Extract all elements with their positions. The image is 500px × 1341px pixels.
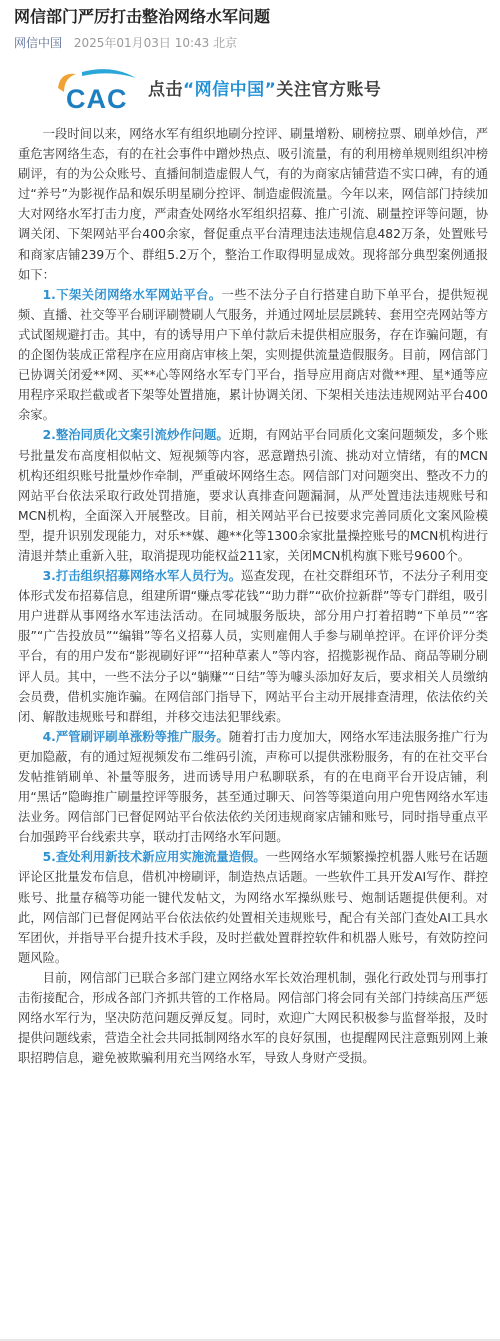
case-paragraph-3 [18,566,488,727]
case-text-2: 近期，有网站平台同质化文案问题频发，多个账号批量发布高度相似帖文、短视频等内容，恶意蹭热引流、挑动对立情绪，有的MCN机构还组织账号批量炒作牵制，严重破坏网络生态。网信部门对问题突出、整改不力的网站平台依法采取行政处罚措施，要求认真排查问题漏洞，从严处置违法违规账号和MCN机构，全面深入开展整改。目前，相关网站平台已按要求完善同质化文案风险模型，提升识别发现能力，对乐**媒、趣**化等1300余家批量操控账号的MCN机构进行清退并禁止重新入驻，取消提现功能权益211家，关闭MCN机构旗下账号9600个。 [18,428,488,563]
case-paragraph-2 [18,425,488,566]
conclusion-paragraph: 目前，网信部门已联合多部门建立网络水军长效治理机制，强化行政处罚与刑事打击衔接配合，形成各部门齐抓共管的工作格局。网信部门将会同有关部门持续高压严惩网络水军行为，坚决防范问题反弹反复。同时，欢迎广大网民积极参与监督举报，及时提供问题线索，营造全社会共同抵制网络水军的良好氛围，也提醒网民注意甄别网上兼职招聘信息，避免被欺骗利用充当网络水军，导致人身财产受损。 [18,970,488,1066]
follow-banner[interactable] [52,66,492,116]
cac-logo-text: CAC [66,84,128,114]
cac-logo-arc [82,69,136,78]
case-paragraph-1 [18,285,488,426]
case-heading-4: 4.严管刷评刷单涨粉等推广服务。 [42,729,229,744]
case-heading-1: 1.下架关闭网络水军网站平台。 [42,287,222,302]
case-heading-5: 5.查处利用新技术新应用实施流量造假。 [42,850,266,865]
case-text-1: 一些不法分子自行搭建自助下单平台，提供短视频、直播、社交等平台刷评刷赞刷人气服务，并通过网址层层跳转、套用空壳网站等方式试图规避打击。其中，有的诱导用户下单付款后未提供相应服务，存在诈骗问题，有的企图伪装成正常程序在应用商店审核上架，实则提供流量造假服务。目前，网信部门已协调关闭爱**网、买**心等网络水军专门平台，指导应用商店对微**理、星*通等应用程序采取拦截或者下架等处置措施，累计协调关闭、下架相关违法违规网站平台400余家。 [18,287,488,423]
case-heading-3: 3.打击组织招募网络水军人员行为。 [42,569,242,584]
case-heading-2: 2.整治同质化文案引流炒作问题。 [42,428,229,443]
case-text-5: 一些网络水军频繁操控机器人账号在话题评论区批量发布信息，借机冲榜刷评，制造热点话题。一些软件工具开发AI写作、群控账号、批量存稿等功能一键代发帖文，为网络水军操纵账号、炮制话题提供便利。对此，网信部门已督促网站平台依法依约处置相关违规账号，配合有关部门查处AI工具水军团伙，并指导平台提升技术手段，及时拦截处置群控软件和机器人账号，有效防控问题风险。 [18,850,488,965]
follow-prompt: 点击“网信中国”关注官方账号 [148,80,382,100]
case-paragraph-5 [18,847,488,968]
publish-datetime: 2025年01月03日 10:43 [73,36,210,50]
article-title: 网信部门严厉打击整治网络水军问题 [14,7,271,26]
article-body [18,124,488,1068]
case-text-4: 随着打击力度加大，网络水军违法服务推广行为更加隐蔽，有的通过短视频发布二维码引流，声称可以提供涨粉服务，有的在社交平台发帖推销刷单、补量等服务，进而诱导用户私聊联系，有的在电商平台开设店铺，利用“黑话”隐晦推广刷量控评等服务，甚至通过聊天、问答等渠道向用户兜售网络水军违法业务。网信部门已督促网站平台依法依约关闭违规商家店铺和账号，同时指导重点平台加强跨平台线索共享，联动打击网络水军问题。 [18,729,488,845]
publish-location: 北京 [213,36,238,50]
follow-account-name: “网信中国” [183,80,277,100]
cac-logo [52,66,140,116]
case-paragraph-4 [18,727,488,848]
article-meta [14,35,237,51]
intro-paragraph: 一段时间以来，网络水军有组织地刷分控评、刷量增粉、刷榜拉票、刷单炒信，严重危害网络生态，有的在社会事件中蹭炒热点、吸引流量，有的利用榜单规则组织冲榜刷评，有的为公众账号、直播间制造虚假人气，有的为商家店铺营造不实口碑，有的通过“养号”为影视作品和娱乐明星刷分控评、制造虚假流量。今年以来，网信部门持续加大对网络水军打击力度，严肃查处网络水军组织招募、推广引流、刷量控评等问题，协调关闭、下架网站平台400余家，督促重点平台清理违法违规信息482万条，处置账号和商家店铺239万个、群组5.2万个，整治工作取得明显成效。现将部分典型案例通报如下： [18,127,488,282]
source-account-link[interactable]: 网信中国 [14,36,63,50]
case-text-3: 巡查发现，在社交群组环节，不法分子利用变体形式发布招募信息，组建所谓“赚点零花钱”“助力群”“砍价拉新群”等专门群组，吸引用户进群从事网络水军违法活动。在同城服务版块，部分用户打着招聘“下单员”“客服”“广告投放员”“编辑”等名义招募人员，实则雇佣人手参与刷单控评。在评价评分类平台，有的用户发布“影视刷好评”“招种草素人”等内容，招揽影视作品、商品等刷分刷评人员。其中，一些不法分子以“躺赚”“日结”等为噱头添加好友后，要求相关人员缴纳会员费，借机实施诈骗。在网信部门指导下，网站平台主动开展排查清理，依法依约关闭、解散违规账号和群组，并移交违法犯罪线索。 [18,569,488,724]
